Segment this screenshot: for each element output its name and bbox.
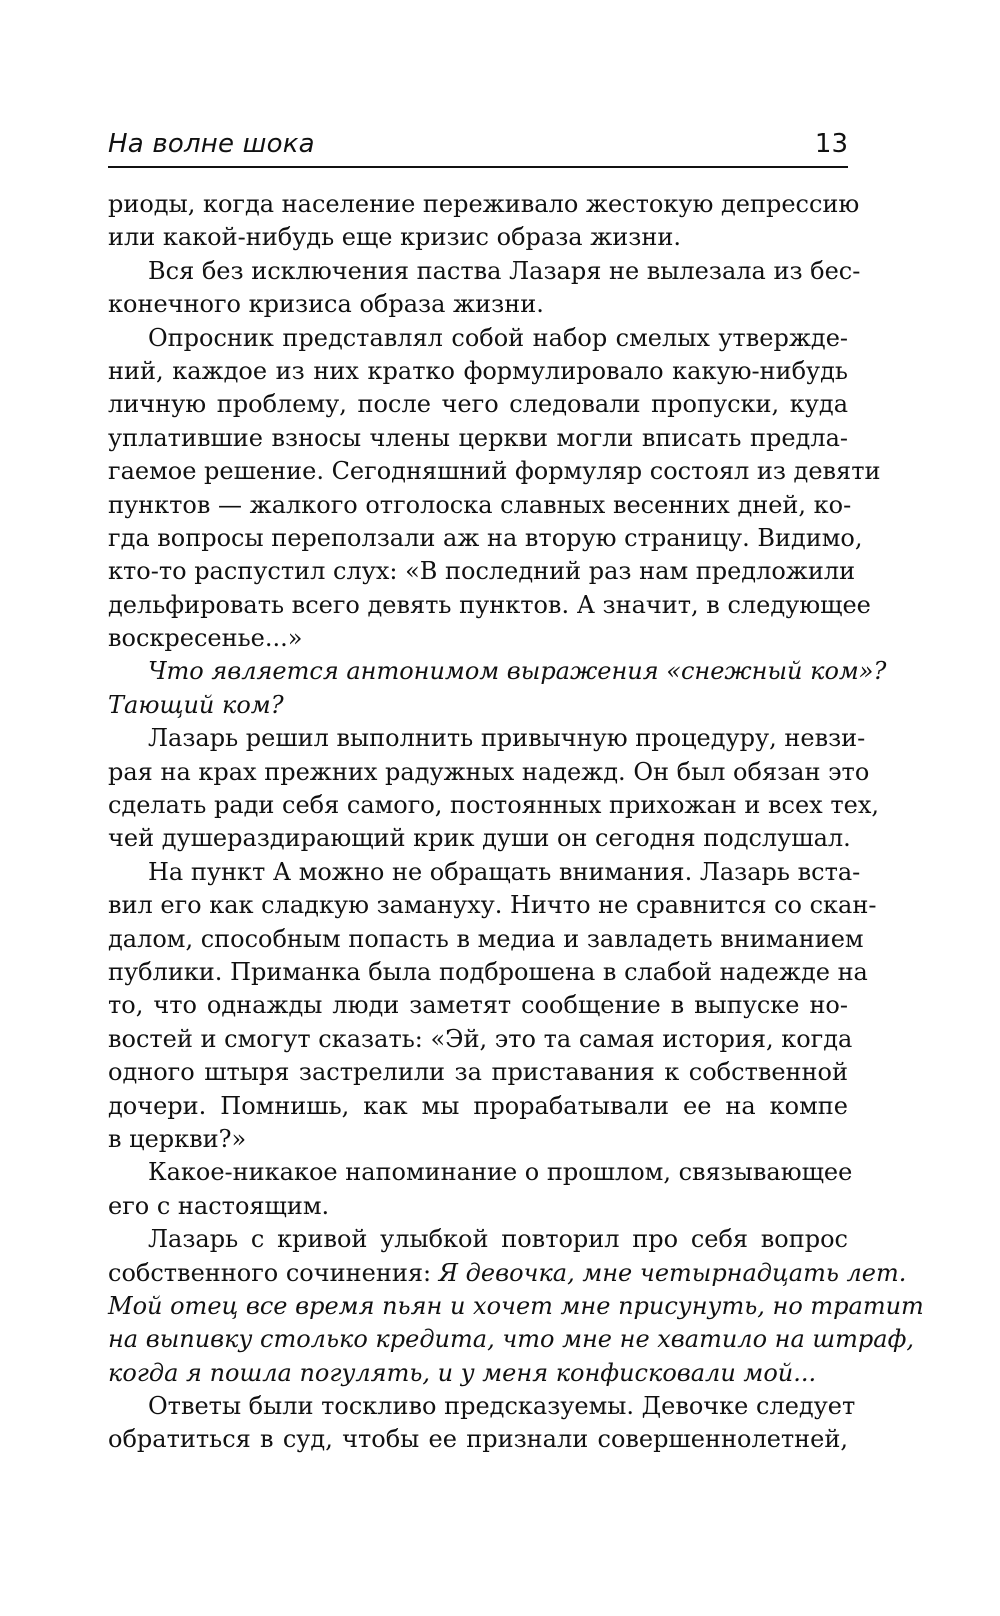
body-text	[108, 188, 924, 1457]
text-line: Ответы были тоскливо предсказуемы. Девочке следует	[148, 1392, 856, 1421]
text-line: Лазарь с кривой улыбкой повторил про себя вопрос	[148, 1225, 848, 1254]
text-line: дельфировать всего девять пунктов. А значит, в следующее	[108, 590, 871, 619]
text-line: одного штыря застрелили за приставания к собственной	[108, 1058, 848, 1087]
text-line	[108, 1257, 907, 1290]
text-line: гда вопросы переползали аж на вторую страницу. Видимо,	[108, 523, 863, 552]
text-line: рая на крах прежних радужных надежд. Он был обязан это	[108, 757, 870, 786]
text-line: публики. Приманка была подброшена в слабой надежде на	[108, 957, 868, 986]
text-line: чей душераздирающий крик души он сегодня подслушал.	[108, 824, 851, 853]
text-line: в церкви?»	[108, 1124, 247, 1153]
text-line: его с настоящим.	[108, 1191, 330, 1220]
text-line: то, что однажды люди заметят сообщение в выпуске но-	[108, 991, 848, 1020]
text-line: личную проблему, после чего следовали пропуски, куда	[108, 390, 848, 419]
text-line-roman-part: собственного сочинения:	[108, 1258, 439, 1287]
italic-question: Я девочка, мне четырнадцать лет.	[438, 1258, 907, 1287]
italic-line: Тающий ком?	[108, 690, 284, 719]
italic-line: когда я пошла погулять, и у меня конфисковали мой...	[108, 1358, 817, 1387]
italic-line: на выпивку столько кредита, что мне не хватило на штраф,	[108, 1325, 914, 1354]
text-line: конечного кризиса образа жизни.	[108, 290, 544, 319]
text-line: вил его как сладкую замануху. Ничто не сравнится со скан-	[108, 891, 877, 920]
page-number: 13	[814, 129, 848, 159]
text-line: или какой-нибудь еще кризис образа жизни.	[108, 223, 682, 252]
text-line: Вся без исключения паства Лазаря не вылезала из бес-	[148, 256, 861, 285]
text-line: Опросник представлял собой набор смелых утвержде-	[148, 323, 848, 352]
text-line: сделать ради себя самого, постоянных прихожан и всех тех,	[108, 791, 879, 820]
text-line: далом, способным попасть в медиа и завладеть вниманием	[108, 924, 864, 953]
text-line: Какое-никакое напоминание о прошлом, связывающее	[148, 1158, 853, 1187]
text-line: обратиться в суд, чтобы ее признали совершеннолетней,	[108, 1425, 848, 1454]
running-header	[108, 128, 848, 168]
text-line: востей и смогут сказать: «Эй, это та самая история, когда	[108, 1024, 853, 1053]
text-line: На пункт А можно не обращать внимания. Лазарь вста-	[148, 857, 861, 886]
text-line: Лазарь решил выполнить привычную процедуру, невзи-	[148, 724, 866, 753]
running-title: На волне шока	[108, 129, 315, 159]
text-line: дочери. Помнишь, как мы прорабатывали ее на компе	[108, 1091, 848, 1120]
text-line: ний, каждое из них кратко формулировало какую-нибудь	[108, 356, 848, 385]
text-line: кто-то распустил слух: «В последний раз нам предложили	[108, 557, 856, 586]
text-line: гаемое решение. Сегодняшний формуляр состоял из девяти	[108, 457, 881, 486]
text-line: риоды, когда население переживало жестокую депрессию	[108, 190, 860, 218]
text-line: воскресенье...»	[108, 624, 303, 653]
italic-line: Что является антонимом выражения «снежный ком»?	[148, 657, 887, 686]
text-line: пунктов — жалкого отголоска славных весенних дней, ко-	[108, 490, 852, 519]
text-line: уплатившие взносы члены церкви могли вписать предла-	[108, 423, 848, 452]
italic-line: Мой отец все время пьян и хочет мне присунуть, но тратит	[108, 1291, 924, 1320]
